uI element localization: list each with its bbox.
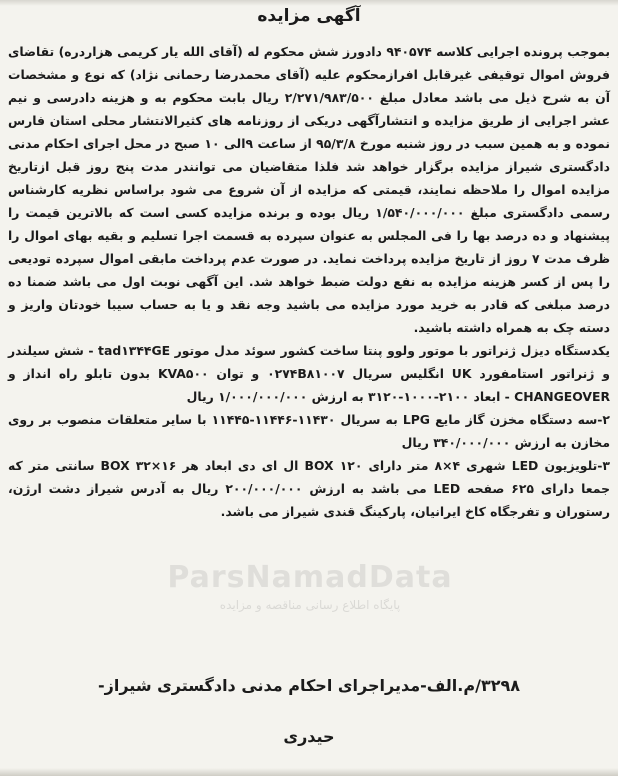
item-led-television: ۳-تلویزیون LED شهری ۴×۸ متر دارای ۱۲۰ BOX ال ای دی ابعاد هر BOX ۳۲×۱۶ سانتی متر که جمعا دارای ۶۲۵ صفحه LED می باشد به ارزش ۲۰۰/۰۰۰/۰۰۰ ریال به آدرس شیراز دشت ارژن، رستوران و تفرجگاه کاخ ایرانیان، پارکینگ قندی شیراز می باشد. <box>8 458 611 519</box>
notice-title: آگهی مزایده <box>257 6 361 26</box>
item-lpg-tanks: ۲-سه دستگاه مخزن گاز مایع LPG به سریال ۱۱۴۳۰-۱۱۴۴۶-۱۱۴۴۵ با سایر متعلقات منصوب بر روی مخازن به ارزش ۳۴۰/۰۰۰/۰۰۰ ریال <box>8 412 610 450</box>
notice-body <box>8 40 610 523</box>
scan-edge-bottom <box>0 768 618 776</box>
signature-line: ۳۲۹۸/م.الف-مدیراجرای احکام مدنی دادگستری شیراز- <box>98 676 520 695</box>
notice-main-paragraph: بموجب پرونده اجرایی کلاسه ۹۴۰۵۷۴ دادورز شش محکوم له (آقای الله یار کریمی هزاردره) تقاضای فروش اموال توقیفی غیرقابل افرازمحکوم علیه (آقای محمدرضا رحمانی نژاد) که نوع و مشخصات آن به شرح ذیل می باشد معادل مبلغ ۲/۲۷۱/۹۸۳/۵۰۰ ریال بابت محکوم به و هزینه دادرسی و نیم عشر اجرایی از طریق مزایده و انتشارآگهی دریکی از روزنامه های کثیرالانتشار محلی استان فارس نموده و به همین سبب در روز شنبه مورخ ۹۵/۳/۸ از ساعت ۹الی ۱۰ صبح در محل اجرای احکام مدنی دادگستری شیراز مزایده برگزار خواهد شد فلذا متقاضیان می توانندر مدت پنج روز قبل ازتاریخ مزایده اموال را ملاحظه نمایند، قیمتی که مزایده از آن شروع می شود براساس نظریه کارشناس رسمی دادگستری مبلغ ۱/۵۴۰/۰۰۰/۰۰۰ ریال بوده و برنده مزایده کسی است که بالاترین قیمت را پیشنهاد و ده درصد بها را فی المجلس به عنوان سپرده به قسمت اجرا تسلیم و بقیه بهای اموال را ظرف مدت ۷ روز از تاریخ مزایده پرداخت نماید. در صورت عدم پرداخت مابقی اموال سپرده تودیعی را پس از کسر هزینه مزایده به نفع دولت ضبط خواهد شد. این آگهی نوبت اول می باشد ضمنا ده درصد مبلغی که قادر به خرید مورد مزایده می باشید وجه نقد و یا به حساب سیبا خودتان واریز و دسته چک به همراه داشته باشید. <box>8 44 611 335</box>
watermark-brand: ParsNamadData <box>167 560 453 595</box>
signature-name: حیدری <box>283 727 335 746</box>
watermark-tagline: پایگاه اطلاع رسانی مناقصه و مزایده <box>219 598 401 612</box>
item-diesel-generator: یکدستگاه دیزل ژنراتور با موتور ولوو پنتا ساخت کشور سوئد مدل موتور tad۱۳۴۴GE - شش سیلندر و ژنراتور استامفورد UK انگلیس سریال ۰۲۷۴B۸۱۰۰۷ و توان KVA۵۰۰ بدون تابلو راه انداز و CHANGEOVER - ابعاد ۲۱۰۰-۱۰۰۰-۳۱۲۰ به ارزش ۱/۰۰۰/۰۰۰/۰۰۰ ریال <box>8 343 610 404</box>
